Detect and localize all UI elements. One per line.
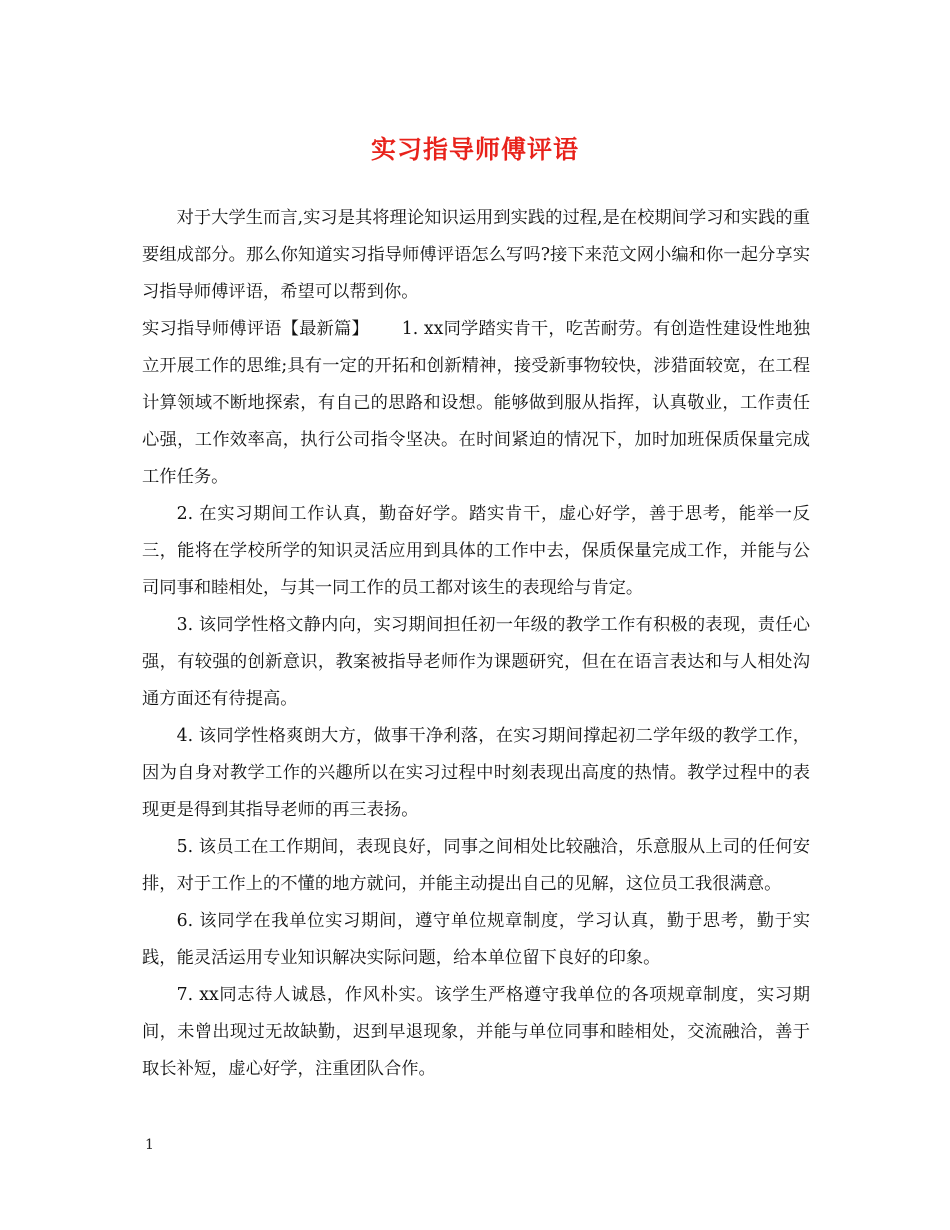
section-heading: 实习指导师傅评语【最新篇】 <box>142 319 369 339</box>
item-5: 5. 该员工在工作期间，表现良好，同事之间相处比较融洽，乐意服从上司的任何安排，对于工作上的不懂的地方就问，并能主动提出自己的见解，这位员工我很满意。 <box>142 837 810 894</box>
item-1: 1. xx同学踏实肯干，吃苦耐劳。有创造性建设性地独立开展工作的思维;具有一定的开拓和创新精神，接受新事物较快，涉猎面较宽，在工程计算领域不断地探索，有自己的思路和设想。能够做到服从指挥，认真敬业，工作责任心强，工作效率高，执行公司指令坚决。在时间紧迫的情况下，加时加班保质保量完成工作任务。 <box>142 319 810 487</box>
intro-paragraph: 对于大学生而言,实习是其将理论知识运用到实践的过程,是在校期间学习和实践的重要组成部分。那么你知道实习指导师傅评语怎么写吗?接下来范文网小编和你一起分享实习指导师傅评语，希望可以帮到你。 <box>142 208 810 302</box>
document-body <box>142 200 810 1088</box>
item-6: 6. 该同学在我单位实习期间，遵守单位规章制度，学习认真，勤于思考，勤于实践，能灵活运用专业知识解决实际问题，给本单位留下良好的印象。 <box>142 911 810 968</box>
page-number: 1 <box>145 1137 154 1153</box>
item-3: 3. 该同学性格文静内向，实习期间担任初一年级的教学工作有积极的表现，责任心强，有较强的创新意识，教案被指导老师作为课题研究，但在在语言表达和与人相处沟通方面还有待提高。 <box>142 615 810 709</box>
item-7: 7. xx同志待人诚恳，作风朴实。该学生严格遵守我单位的各项规章制度，实习期间，未曾出现过无故缺勤，迟到早退现象，并能与单位同事和睦相处，交流融洽，善于取长补短，虚心好学，注重团队合作。 <box>142 985 810 1079</box>
first-item-paragraph <box>142 311 810 496</box>
item-2: 2. 在实习期间工作认真，勤奋好学。踏实肯干，虚心好学，善于思考，能举一反三，能将在学校所学的知识灵活应用到具体的工作中去，保质保量完成工作，并能与公司同事和睦相处，与其一同工作的员工都对该生的表现给与肯定。 <box>142 504 810 598</box>
document-title: 实习指导师傅评语 <box>370 135 579 164</box>
item-4: 4. 该同学性格爽朗大方，做事干净利落，在实习期间撑起初二学年级的教学工作，因为自身对教学工作的兴趣所以在实习过程中时刻表现出高度的热情。教学过程中的表现更是得到其指导老师的再三表扬。 <box>142 726 810 820</box>
